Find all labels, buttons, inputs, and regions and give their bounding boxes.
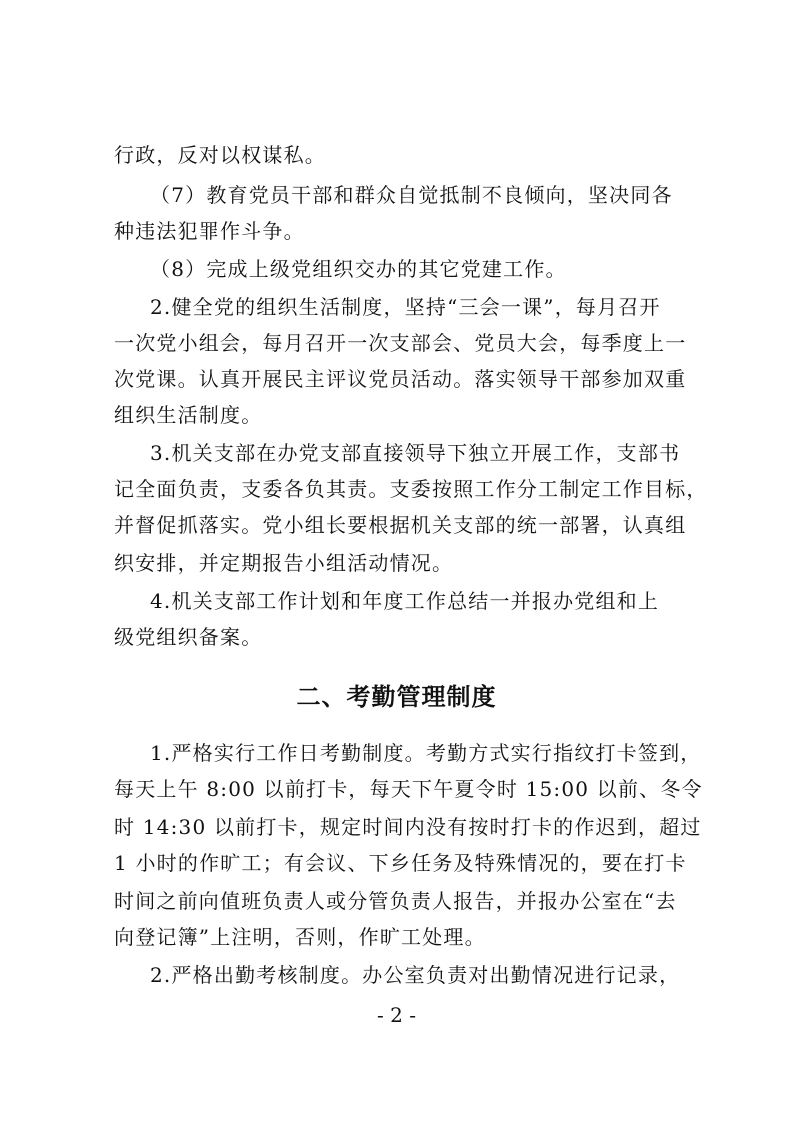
paragraph-line: 次党课。认真开展民主评议党员活动。落实领导干部参加双重 bbox=[114, 367, 687, 391]
paragraph-line: 4.机关支部工作计划和年度工作总结一并报办党组和上 bbox=[150, 589, 660, 613]
paragraph-line: 级党组织备案。 bbox=[114, 625, 263, 649]
paragraph-line: （8）完成上级党组织交办的其它党建工作。 bbox=[150, 257, 567, 281]
paragraph-line: 记全面负责，支委各负其责。支委按照工作分工制定工作目标， bbox=[114, 477, 708, 501]
paragraph-line: 每天上午 8:00 以前打卡，每天下午夏令时 15:00 以前、冬令 bbox=[114, 777, 703, 801]
paragraph-line: 时 14:30 以前打卡，规定时间内没有按时打卡的作迟到，超过 bbox=[114, 815, 702, 839]
paragraph-line: 2.严格出勤考核制度。办公室负责对出勤情况进行记录， bbox=[150, 963, 681, 987]
paragraph-line: 组织生活制度。 bbox=[114, 403, 263, 427]
paragraph-line: 并督促抓落实。党小组长要根据机关支部的统一部署，认真组 bbox=[114, 513, 687, 537]
paragraph-line: 1 小时的作旷工；有会议、下乡任务及特殊情况的，要在打卡 bbox=[114, 851, 687, 875]
paragraph-line: 2.健全党的组织生活制度，坚持“三会一课”，每月召开 bbox=[150, 295, 661, 319]
paragraph-line: 种违法犯罪作斗争。 bbox=[114, 219, 305, 243]
paragraph-line: 行政，反对以权谋私。 bbox=[114, 143, 326, 167]
paragraph-line: 3.机关支部在办党支部直接领导下独立开展工作，支部书 bbox=[150, 441, 681, 465]
paragraph-line: 时间之前向值班负责人或分管负责人报告，并报办公室在“去 bbox=[114, 889, 677, 913]
paragraph-line: 1.严格实行工作日考勤制度。考勤方式实行指纹打卡签到， bbox=[150, 741, 702, 765]
section-heading: 二、考勤管理制度 bbox=[296, 683, 497, 711]
paragraph-line: 向登记簿”上注明，否则，作旷工处理。 bbox=[114, 925, 486, 949]
paragraph-line: 织安排，并定期报告小组活动情况。 bbox=[114, 551, 454, 575]
paragraph-line: 一次党小组会，每月召开一次支部会、党员大会，每季度上一 bbox=[114, 331, 687, 355]
page-number: - 2 - bbox=[377, 1003, 416, 1027]
paragraph-line: （7）教育党员干部和群众自觉抵制不良倾向，坚决同各 bbox=[150, 183, 673, 207]
